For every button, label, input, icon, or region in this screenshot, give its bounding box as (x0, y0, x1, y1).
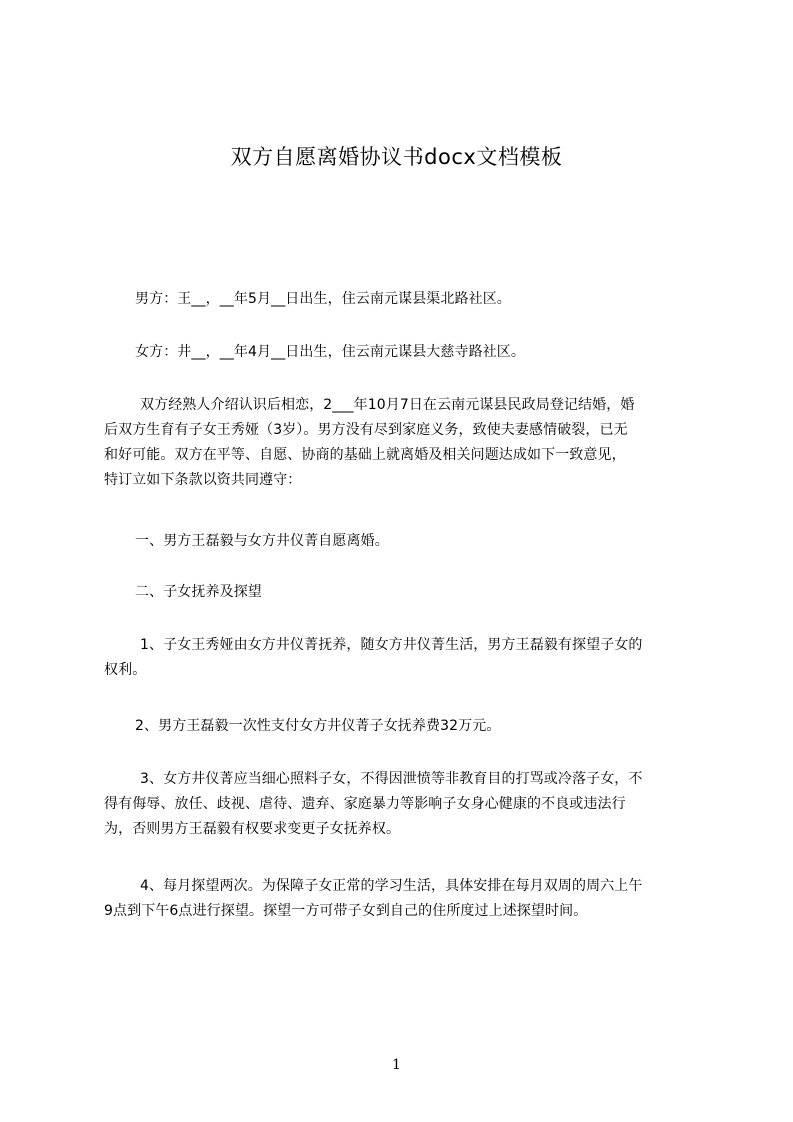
item-1-line: 1、子女王秀娅由女方井仪菁抚养，随女方井仪菁生活，男方王磊毅有探望子女的 (140, 637, 643, 653)
item-4-paragraph (104, 874, 710, 924)
background-paragraph (104, 393, 710, 493)
item-1-line: 权利。 (104, 662, 147, 678)
background-line: 双方经熟人介绍认识后相恋，2___年10月7日在云南元谋县民政局登记结婚，婚 (140, 397, 635, 413)
woman-info-paragraph: 女方：井__，__年4月__日出生，住云南元谋县大慈寺路社区。 (135, 344, 526, 360)
item-4-line: 9点到下午6点进行探望。探望一方可带子女到自己的住所度过上述探望时间。 (104, 903, 588, 919)
page-title: 双方自愿离婚协议书docx文档模板 (230, 145, 563, 169)
page-number: 1 (392, 1057, 401, 1073)
item-3-line: 3、女方井仪菁应当细心照料子女，不得因泄愤等非教育目的打骂或冷落子女，不 (140, 771, 643, 787)
item-3-line: 为，否则男方王磊毅有权要求变更子女抚养权。 (104, 821, 401, 837)
clause-2-heading: 二、子女抚养及探望 (135, 584, 262, 600)
item-4-line: 4、每月探望两次。为保障子女正常的学习生活，具体安排在每月双周的周六上午 (140, 878, 643, 894)
item-1-paragraph (104, 633, 710, 683)
item-3-paragraph (104, 767, 710, 842)
item-2-paragraph: 2、男方王磊毅一次性支付女方井仪菁子女抚养费32万元。 (135, 718, 501, 734)
background-line: 特订立如下条款以资共同遵守： (104, 472, 302, 488)
item-3-line: 得有侮辱、放任、歧视、虐待、遗弃、家庭暴力等影响子女身心健康的不良或违法行 (104, 796, 626, 812)
man-info-paragraph: 男方：王__，__年5月__日出生，住云南元谋县渠北路社区。 (135, 291, 511, 307)
background-line: 和好可能。双方在平等、自愿、协商的基础上就离婚及相关问题达成如下一致意见， (104, 447, 626, 463)
background-line: 后双方生育有子女王秀娅（3岁）。男方没有尽到家庭义务，致使夫妻感情破裂，已无 (104, 422, 628, 438)
clause-1-paragraph: 一、男方王磊毅与女方井仪菁自愿离婚。 (135, 533, 389, 549)
